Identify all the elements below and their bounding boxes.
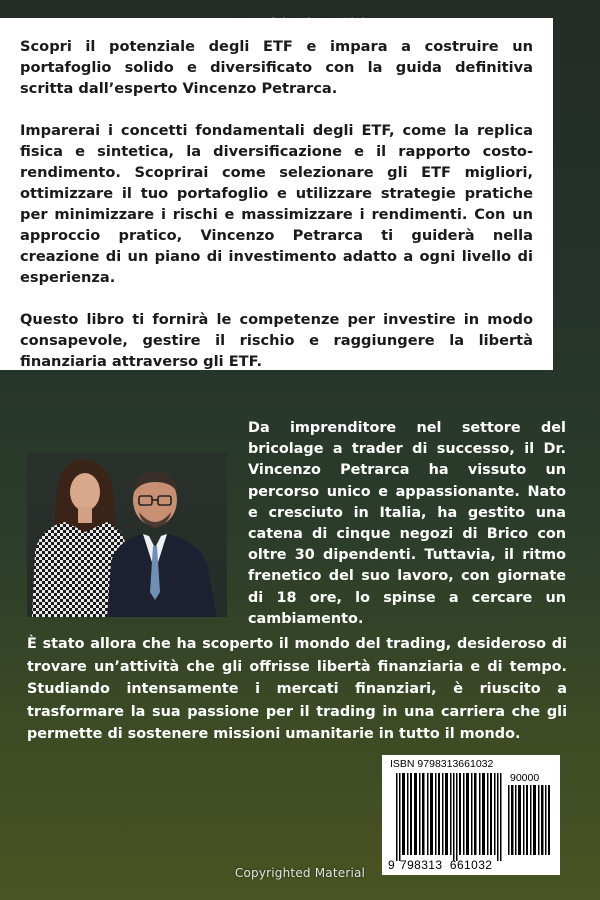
blurb-panel: [0, 18, 553, 370]
author-bio-intro: Da imprenditore nel settore del bricolage a trader di successo, il Dr. Vincenzo Petrarca ha vissuto un percorso unico e appassionante. Nato e cresciuto in Italia, ha gestito una catena di cinque negozi di Brico con oltre 30 dipendenti. Tuttavia, il ritmo frenetico del suo lavoro, con giornate di 18 ore, lo spinse a cercare un cambiamento.: [248, 420, 566, 627]
author-photo: [27, 452, 227, 617]
barcode-lead-digit: 9: [388, 858, 395, 872]
blurb-paragraph-3: Questo libro ti fornirà le competenze per investire in modo consapevole, gestire il rischio e raggiungere la libertà finanziaria attraverso gli ETF.: [20, 311, 533, 370]
price-code: 90000: [510, 772, 540, 784]
blurb-paragraph-2: Imparerai i concetti fondamentali degli ETF, come la replica fisica e sintetica, la diversificazione e il rapporto costo-rendimento. Scoprirai come selezionare gli ETF migliori, ottimizzare il tuo portafoglio e utilizzare strategie pratiche per minimizzare i rischi e massimizzare i rendimenti. Con un approccio pratico, Vincenzo Petrarca ti guiderà nella creazione di un piano di investimento adatto a ogni livello di esperienza.: [20, 122, 533, 286]
isbn-label: ISBN 9798313661032: [390, 758, 494, 770]
blurb-paragraph-1: Scopri il potenziale degli ETF e impara a costruire un portafoglio solido e diversificato con la guida definitiva scritta dall’esperto Vincenzo Petrarca.: [20, 38, 533, 97]
barcode-digits: 798313 661032: [400, 858, 493, 872]
watermark-bottom: Copyrighted Material: [234, 866, 366, 880]
author-photo-illustration: [27, 452, 227, 617]
barcode-bars: [382, 755, 560, 875]
isbn-barcode: [382, 755, 560, 875]
author-bio-continued: È stato allora che ha scoperto il mondo del trading, desideroso di trovare un’attività che gli offrisse libertà finanziaria e di tempo. Studiando intensamente i mercati finanziari, è riuscito a trasformare la sua passione per il trading in una carriera che gli permette di sostenere missioni umanitarie in tutto il mondo.: [27, 636, 567, 743]
